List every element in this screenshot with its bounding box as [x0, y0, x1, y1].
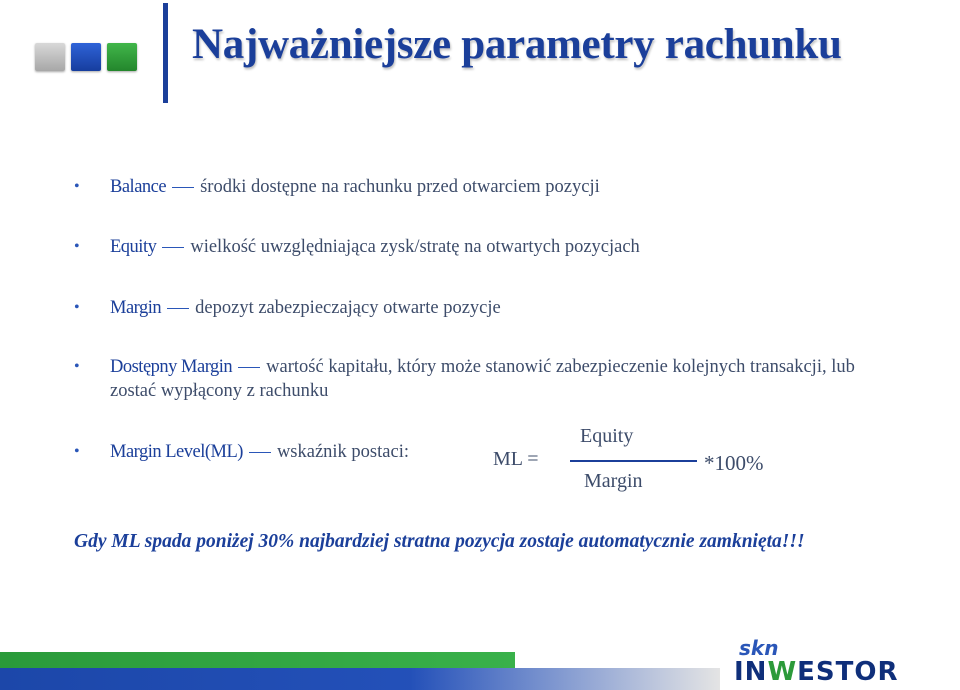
logo-main-a: IN — [734, 657, 768, 687]
definition-margin: depozyt zabezpieczający otwarte pozycje — [195, 298, 501, 318]
term-available-margin: Dostępny Margin — [110, 357, 233, 377]
list-item-balance — [74, 175, 870, 199]
bullet-icon: • — [74, 178, 80, 195]
term-equity: Equity — [110, 237, 157, 257]
bullet-icon: • — [74, 299, 80, 316]
term-balance: Balance — [110, 177, 167, 197]
margin-level-formula — [493, 425, 793, 500]
dash — [249, 452, 271, 453]
definition-equity: wielkość uwzględniająca zysk/stratę na otwartych pozycjach — [190, 237, 640, 257]
footer-fade — [410, 668, 720, 690]
dash — [238, 367, 260, 368]
term-margin-level: Margin Level(ML) — [110, 442, 243, 462]
dash — [162, 247, 184, 248]
formula-denominator: Margin — [584, 470, 643, 492]
bullet-icon: • — [74, 238, 80, 255]
term-margin: Margin — [110, 298, 162, 318]
grey-square-icon — [35, 43, 65, 71]
list-item-equity — [74, 235, 870, 259]
footer-green-band — [0, 652, 515, 668]
logo-main-text — [734, 657, 898, 687]
blue-square-icon — [71, 43, 101, 71]
skn-inwestor-logo — [734, 636, 934, 690]
formula-multiplier: *100% — [704, 451, 764, 475]
logo-main-b: ESTOR — [797, 657, 899, 687]
title-divider — [163, 3, 168, 103]
dash — [172, 187, 194, 188]
dash — [167, 308, 189, 309]
definition-balance: środki dostępne na rachunku przed otwarciem pozycji — [200, 177, 600, 197]
definition-margin-level: wskaźnik postaci: — [276, 442, 409, 462]
logo-skn-text: skn — [739, 636, 779, 660]
definition-available-margin: wartość kapitału, który może stanowić zabezpieczenie kolejnych transakcji, lub zostać wypłącony z rachunku — [110, 357, 855, 401]
green-square-icon — [107, 43, 137, 71]
slide-title: Najważniejsze parametry rachunku — [192, 21, 842, 68]
formula-lhs: ML = — [493, 448, 539, 470]
list-item-margin — [74, 296, 870, 320]
bullet-icon: • — [74, 443, 80, 460]
fraction-bar — [570, 460, 697, 462]
list-item-available-margin — [74, 355, 870, 403]
bullet-icon: • — [74, 358, 80, 375]
logo-main-w: W — [767, 657, 798, 687]
decorative-squares — [35, 43, 137, 71]
warning-note: Gdy ML spada poniżej 30% najbardziej stratna pozycja zostaje automatycznie zamknięta!!! — [74, 531, 805, 552]
formula-numerator: Equity — [580, 425, 634, 447]
